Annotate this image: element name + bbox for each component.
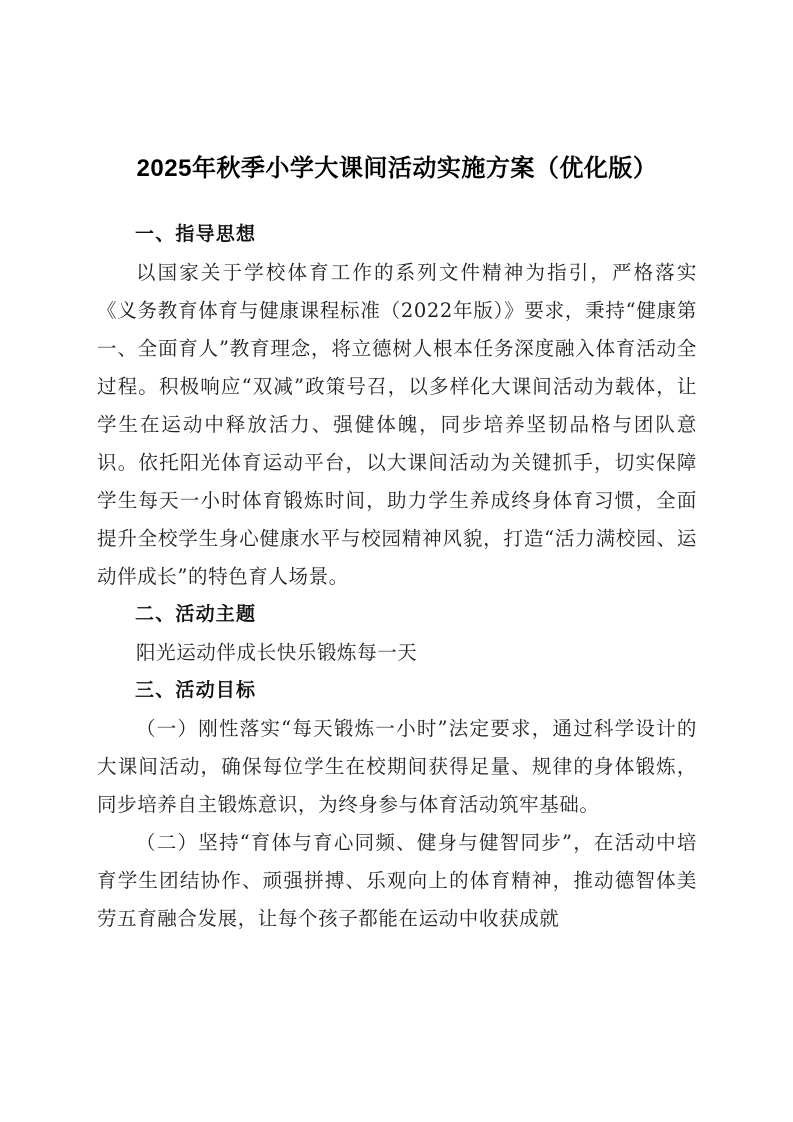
section-3-paragraph-2: （二）坚持“育体与育心同频、健身与健智同步”，在活动中培育学生团结协作、顽强拼搏、乐观向上的体育精神，推动德智体美劳五育融合发展，让每个孩子都能在运动中收获成就 (97, 831, 697, 930)
activity-theme-text: 阳光运动伴成长快乐锻炼每一天 (136, 641, 418, 664)
section-heading-1: 一、指导思想 (135, 224, 257, 245)
section-1-paragraph-1: 以国家关于学校体育工作的系列文件精神为指引，严格落实《义务教育体育与健康课程标准（2022年版）》要求，秉持“健康第一、全面育人”教育理念，将立德树人根本任务深度融入体育活动全过程。积极响应“双减”政策号召，以多样化大课间活动为载体，让学生在运动中释放活力、强健体魄，同步培养坚韧品格与团队意识。依托阳光体育运动平台，以大课间活动为关键抓手，切实保障学生每天一小时体育锻炼时间，助力学生养成终身体育习惯，全面提升全校学生身心健康水平与校园精神风貌，打造“活力满校园、运动伴成长”的特色育人场景。 (97, 261, 697, 588)
section-3-paragraph-1: （一）刚性落实“每天锻炼一小时”法定要求，通过科学设计的大课间活动，确保每位学生在校期间获得足量、规律的身体锻炼，同步培养自主锻炼意识，为终身参与体育活动筑牢基础。 (97, 717, 697, 816)
page-title: 2025年秋季小学大课间活动实施方案（优化版） (136, 155, 658, 182)
document-body (97, 0, 697, 938)
title-spacer (97, 186, 697, 216)
section-heading-2: 二、活动主题 (135, 604, 257, 625)
section-heading-3: 三、活动目标 (135, 680, 257, 701)
